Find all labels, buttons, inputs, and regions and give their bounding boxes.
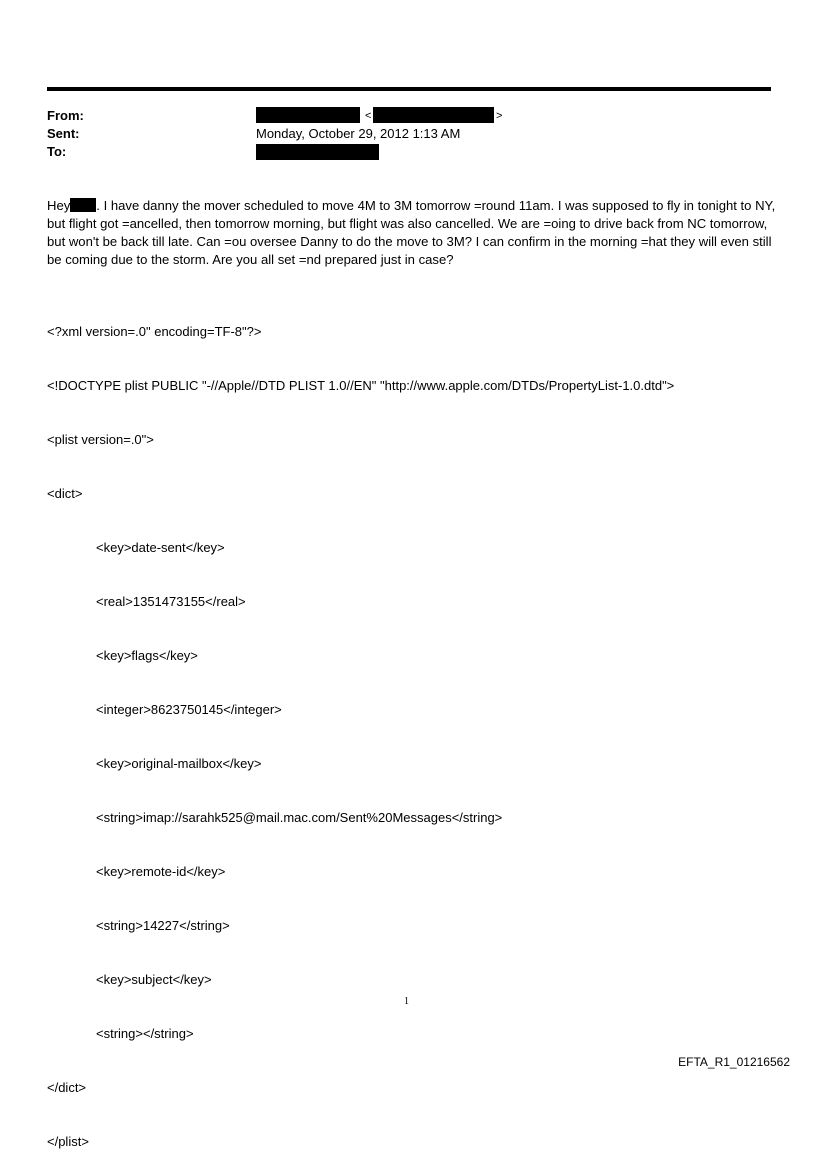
header-rule [47,87,771,91]
xml-line: <key>flags</key> [96,648,198,663]
body-text: . I have danny the mover scheduled to move 4M to 3M tomorrow =round 11am. I was supposed to fly in tonight to NY, but flight got =ancelled, then tomorrow morning, but flight was also cancelled. We are =oing to drive back from NC tomorrow, but won't be back till late. Can =ou oversee Danny to do the move to 3M? I can confirm in the morning =hat they will even still be coming due to the storm. Are you all set =nd prepared just in case? [47,198,776,267]
message-body [47,197,777,269]
xml-line: <key>date-sent</key> [96,540,225,555]
recipient-name-redaction [70,198,96,212]
xml-line: <key>subject</key> [96,972,212,987]
xml-line: <string>14227</string> [96,918,230,933]
from-label: From: [47,108,84,123]
xml-line: <?xml version=.0" encoding=TF-8"?> [47,324,262,339]
plist-block [47,287,674,1169]
xml-line: <key>remote-id</key> [96,864,226,879]
sent-label: Sent: [47,126,80,141]
document-id: EFTA_R1_01216562 [678,1055,790,1069]
xml-line: <string></string> [96,1026,194,1041]
to-label: To: [47,144,67,159]
xml-line: <plist version=.0"> [47,432,154,447]
xml-line: <string>imap://sarahk525@mail.mac.com/Sent%20Messages</string> [96,810,503,825]
xml-line: </dict> [47,1080,87,1095]
from-name-redaction [256,107,360,123]
from-email-open-bracket: < [365,110,372,122]
xml-line: <!DOCTYPE plist PUBLIC "-//Apple//DTD PLIST 1.0//EN" "http://www.apple.com/DTDs/PropertyList-1.0.dtd"> [47,378,675,393]
from-email-close-bracket: > [496,110,503,122]
to-redaction [256,144,379,160]
sent-value: Monday, October 29, 2012 1:13 AM [256,126,461,141]
body-greeting: Hey [47,198,71,213]
xml-line: </plist> [47,1134,89,1149]
page-number: 1 [404,996,409,1007]
xml-line: <integer>8623750145</integer> [96,702,282,717]
xml-line: <real>1351473155</real> [96,594,246,609]
xml-line: <dict> [47,486,83,501]
from-email-redaction [373,107,494,123]
xml-line: <key>original-mailbox</key> [96,756,262,771]
